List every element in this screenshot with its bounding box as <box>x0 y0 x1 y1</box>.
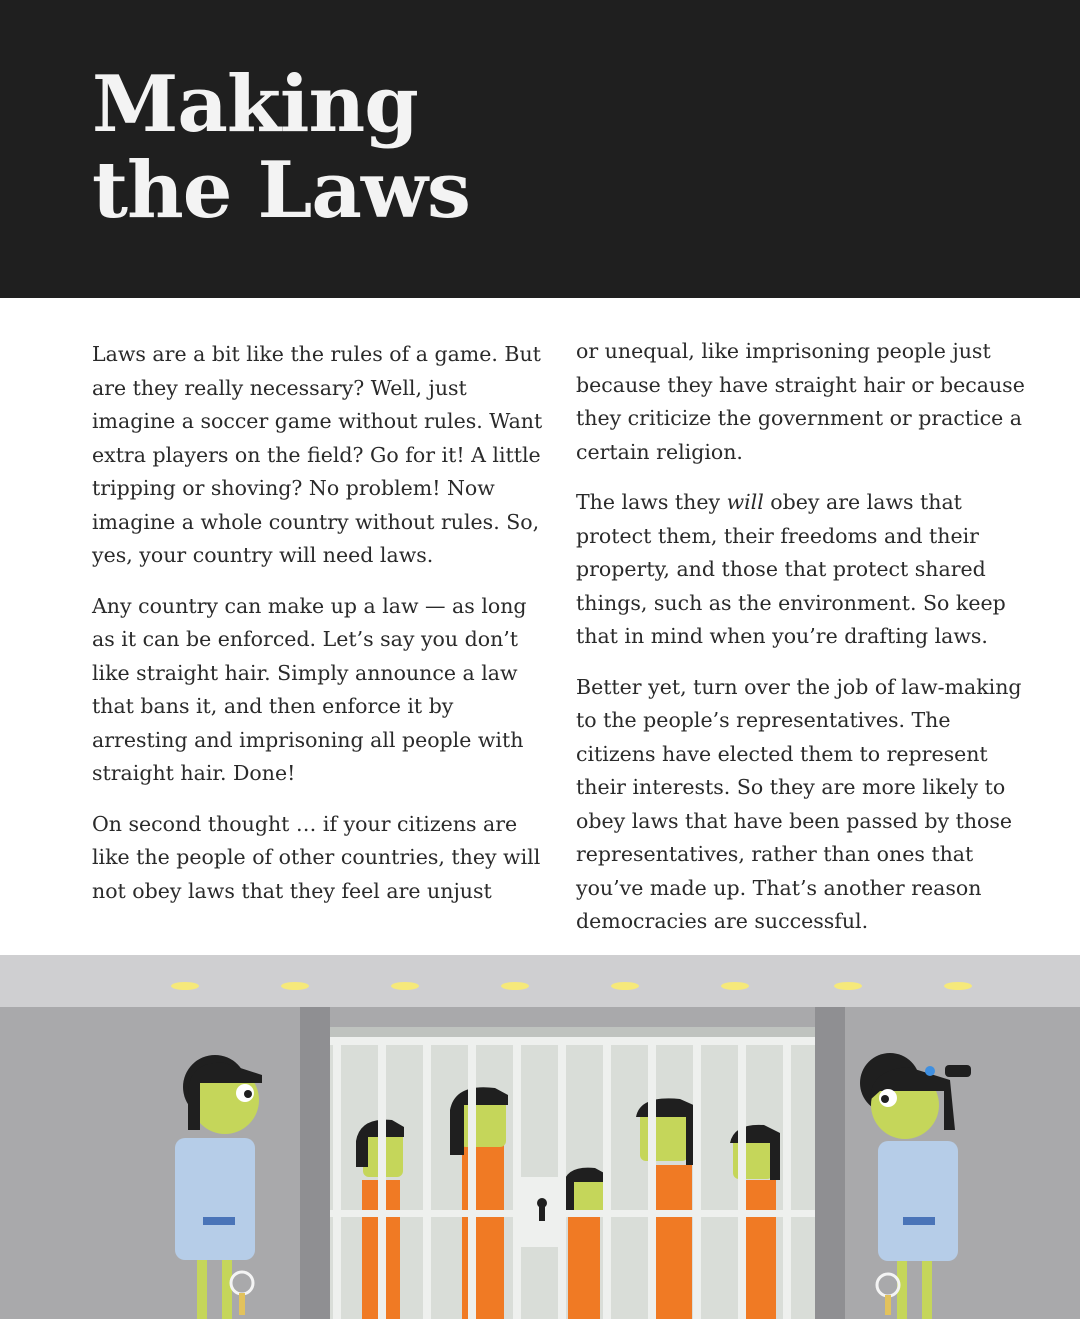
paragraph-unequal-laws: or unequal, like imprisoning people just because they have straight hair or because they criticize the government or practice a certain religion. <box>576 339 1025 464</box>
page-title-line-2: the Laws <box>92 145 470 236</box>
ceiling-light-icon <box>171 982 199 990</box>
paragraph-any-country-law: Any country can make up a law — as long as it can be enforced. Let’s say you don’t like straight hair. Simply announce a law that bans it, and then enforce it by arresting and imprisoning all people with straight hair. Done! <box>92 593 527 785</box>
prisoner-3 <box>563 1168 606 1319</box>
cell-lock <box>520 1177 564 1247</box>
ceiling-light-icon <box>281 982 309 990</box>
jail-illustration <box>0 955 1080 1319</box>
ceiling-light-icon <box>611 982 639 990</box>
paragraph-representatives: Better yet, turn over the job of law-making to the people’s representatives. The citizens have elected them to represent their interests. So they are more likely to obey laws that have been passed by those representatives, rather than ones that you’ve made up. That’s another reason democracies are successful. <box>576 674 1022 933</box>
paragraph-second-thought: On second thought … if your citizens are like the people of other countries, they will not obey laws that they feel are unjust <box>92 811 541 903</box>
page-title <box>92 59 470 236</box>
ceiling-light-icon <box>944 982 972 990</box>
title-banner <box>0 0 1080 298</box>
laws-obey-text-start: The laws they <box>576 490 727 514</box>
paragraph-rules-of-game: Laws are a bit like the rules of a game. But are they really necessary? Well, just imagine a soccer game without rules. Want extra players on the field? Go for it! A little tripping or shoving? No problem! Now imagine a whole country without rules. So, yes, your country will need laws. <box>92 342 543 567</box>
ceiling-light-icon <box>721 982 749 990</box>
laws-obey-emphasis: will <box>726 490 764 514</box>
ceiling-light-icon <box>834 982 862 990</box>
page-title-line-1: Making <box>92 59 418 150</box>
laws-obey-text-end: obey are laws that protect them, their freedoms and their property, and those that protect shared things, such as the environment. So keep that in mind when you’re drafting laws. <box>576 490 1006 648</box>
right-column <box>576 335 1036 956</box>
paragraph-laws-they-obey <box>576 486 1036 654</box>
left-column <box>92 338 552 925</box>
ceiling-light-icon <box>501 982 529 990</box>
ceiling-light-icon <box>391 982 419 990</box>
